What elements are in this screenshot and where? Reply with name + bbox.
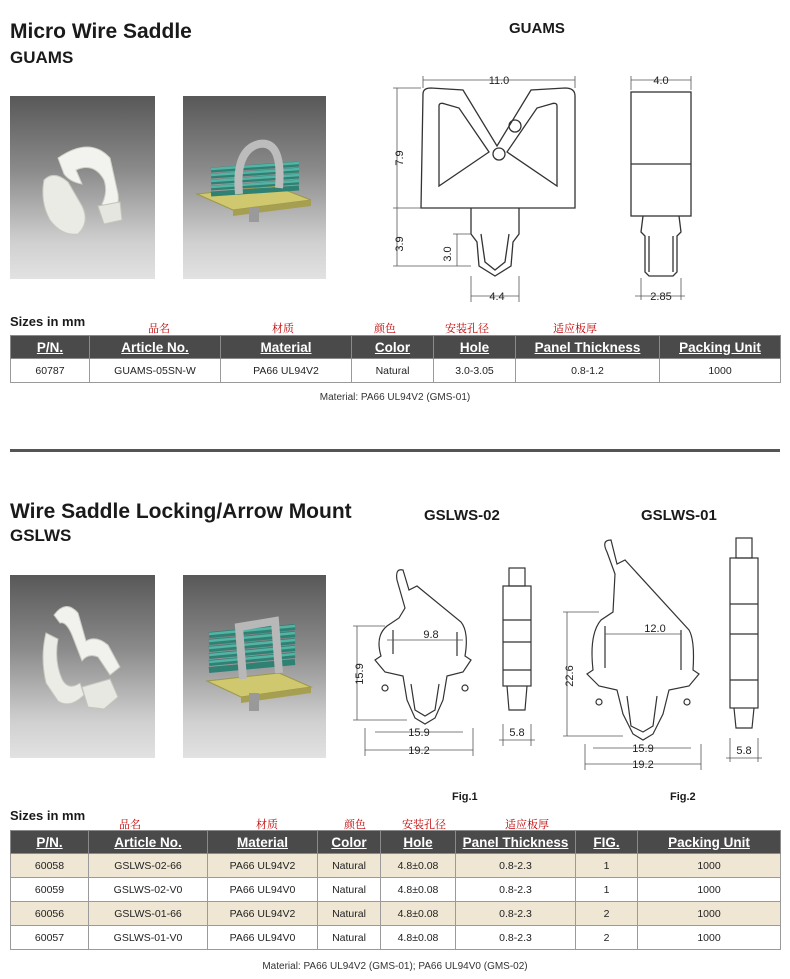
section2-code: GSLWS [10,526,72,545]
cn-header-thickness: 适应板厚 [553,323,597,335]
section2-title: Wire Saddle Locking/Arrow Mount [10,500,352,523]
cell-hole: 4.8±0.08 [381,902,456,926]
header-material: Material [221,336,352,359]
cell-hole: 4.8±0.08 [381,878,456,902]
dim-leg-height: 3.9 [394,236,406,252]
section2-drawing-label-01: GSLWS-01 [641,507,717,524]
guams-spec-table [10,335,781,383]
dim-width: 11.0 [488,75,510,87]
section2-sizes-label: Sizes in mm [10,808,86,823]
cn-header-article: 品名 [119,819,141,831]
guams-side-view [625,66,715,306]
cell-packing-unit: 1000 [638,854,781,878]
section-divider [10,449,780,452]
product-photo-guams-mounted [183,96,326,279]
dim-base-width: 15.9 [408,727,430,739]
cell-article: GUAMS-05SN-W [90,359,221,383]
section1-drawing-label: GUAMS [509,20,565,37]
cell-article: GSLWS-01-66 [89,902,208,926]
header-packing-unit: Packing Unit [660,336,781,359]
fig1-label: Fig.1 [452,791,478,803]
dim-inner-width: 12.0 [644,623,666,635]
cn-header-thickness: 适应板厚 [505,819,549,831]
table-row [11,926,781,950]
gslws-01-side-drawing [722,530,772,770]
cell-color: Natural [318,902,381,926]
cell-article: GSLWS-02-66 [89,854,208,878]
cell-packing-unit: 1000 [638,878,781,902]
cell-pn: 60787 [11,359,90,383]
table-header-row [11,831,781,854]
header-packing-unit: Packing Unit [638,831,781,854]
cell-material: PA66 UL94V2 [208,854,318,878]
cn-header-hole: 安装孔径 [402,819,446,831]
dim-overall-width: 19.2 [632,759,654,770]
header-hole: Hole [434,336,516,359]
cell-panel-thickness: 0.8-2.3 [456,878,576,902]
dim-leg-width: 4.4 [489,291,505,303]
section1-title: Micro Wire Saddle [10,20,192,43]
cell-color: Natural [318,878,381,902]
dim-side-width: 5.8 [736,745,752,757]
cell-fig: 1 [576,854,638,878]
table-row [11,878,781,902]
dim-thickness: 4.0 [653,75,669,87]
header-fig: FIG. [576,831,638,854]
cell-material: PA66 UL94V2 [221,359,352,383]
cell-hole: 4.8±0.08 [381,926,456,950]
header-article: Article No. [90,336,221,359]
product-photo-gslws-mounted [183,575,326,758]
table-row [11,359,781,383]
cell-packing-unit: 1000 [638,902,781,926]
cn-header-color: 颜色 [374,323,396,335]
cell-hole: 3.0-3.05 [434,359,516,383]
cn-header-material: 材质 [256,819,278,831]
header-panel-thickness: Panel Thickness [456,831,576,854]
cn-header-article: 品名 [148,323,170,335]
product-photo-gslws [10,575,155,758]
table-row [11,902,781,926]
section1-material-note: Material: PA66 UL94V2 (GMS-01) [319,392,471,403]
cell-pn: 60057 [11,926,89,950]
header-panel-thickness: Panel Thickness [516,336,660,359]
dim-height: 22.6 [564,665,576,687]
header-hole: Hole [381,831,456,854]
cell-panel-thickness: 0.8-2.3 [456,902,576,926]
section2-material-note: Material: PA66 UL94V2 (GMS-01); PA66 UL94V0 (GMS-02) [262,961,528,972]
fig2-label: Fig.2 [670,791,696,803]
dim-overall-width: 19.2 [408,745,430,757]
cell-packing-unit: 1000 [638,926,781,950]
header-pn: P/N. [11,336,90,359]
cell-material: PA66 UL94V0 [208,878,318,902]
cell-color: Natural [318,926,381,950]
header-color: Color [318,831,381,854]
cell-fig: 1 [576,878,638,902]
cell-pn: 60059 [11,878,89,902]
header-pn: P/N. [11,831,89,854]
dim-side-width: 5.8 [509,727,525,739]
cell-panel-thickness: 0.8-2.3 [456,926,576,950]
dim-panel: 3.0 [442,246,454,262]
header-material: Material [208,831,318,854]
dim-height: 7.9 [394,150,406,166]
cn-header-hole: 安装孔径 [445,323,489,335]
product-photo-guams [10,96,155,279]
gslws-02-side-drawing [495,560,545,750]
dim-inner-width: 9.8 [423,629,439,641]
cell-hole: 4.8±0.08 [381,854,456,878]
gslws-01-front-drawing [555,530,715,770]
cn-header-color: 颜色 [344,819,366,831]
cell-panel-thickness: 0.8-2.3 [456,854,576,878]
cell-pn: 60058 [11,854,89,878]
cell-panel-thickness: 0.8-1.2 [516,359,660,383]
header-article: Article No. [89,831,208,854]
cell-packing-unit: 1000 [660,359,781,383]
section2-drawing-label-02: GSLWS-02 [424,507,500,524]
gslws-spec-table [10,830,781,950]
cell-color: Natural [352,359,434,383]
gslws-02-front-drawing [345,560,485,760]
header-color: Color [352,336,434,359]
cell-color: Natural [318,854,381,878]
section1-sizes-label: Sizes in mm [10,314,86,329]
table-row [11,854,781,878]
cell-article: GSLWS-02-V0 [89,878,208,902]
cn-header-material: 材质 [272,323,294,335]
section1-code: GUAMS [10,48,74,67]
cell-fig: 2 [576,902,638,926]
cell-material: PA66 UL94V0 [208,926,318,950]
dim-height: 15.9 [354,663,366,685]
dim-base-width: 15.9 [632,743,654,755]
cell-pn: 60056 [11,902,89,926]
cell-material: PA66 UL94V2 [208,902,318,926]
table-header-row [11,336,781,359]
cell-article: GSLWS-01-V0 [89,926,208,950]
dim-side-width: 2.85 [650,291,672,303]
cell-fig: 2 [576,926,638,950]
